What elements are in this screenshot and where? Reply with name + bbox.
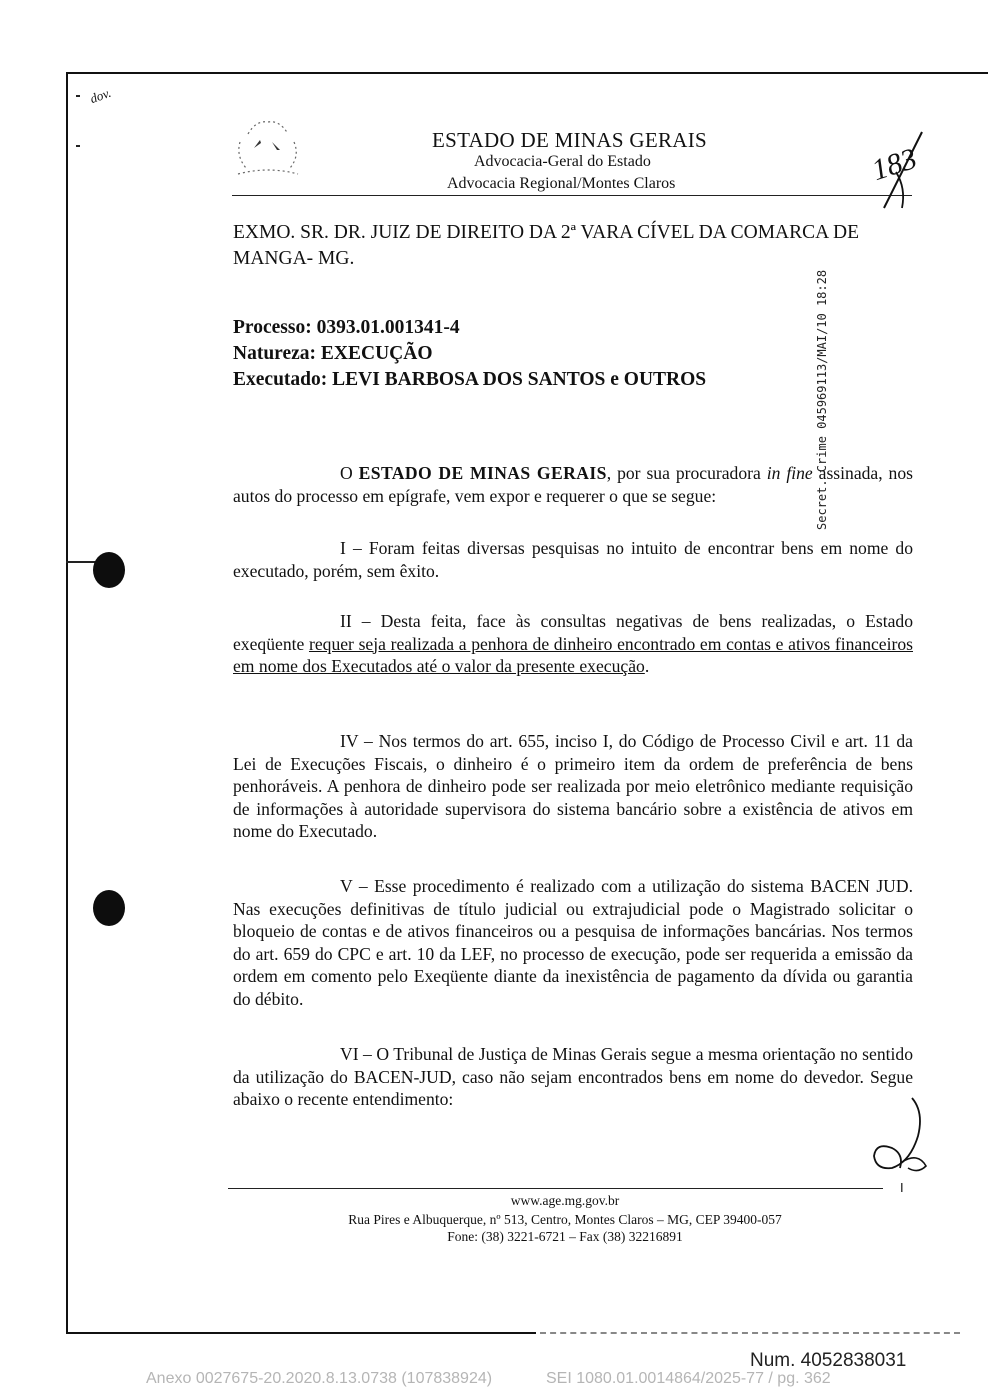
case-natureza: Natureza: EXECUÇÃO <box>233 343 433 364</box>
footer-mark: I <box>900 1180 904 1195</box>
header-divider <box>232 195 912 196</box>
intro-latin-term: in fine <box>766 463 813 483</box>
page-frame-top <box>66 72 988 74</box>
intro-text-a: , por sua procuradora <box>606 463 761 483</box>
intro-state-name: ESTADO DE MINAS GERAIS <box>358 463 607 483</box>
paragraph-ii <box>233 610 913 678</box>
paragraph-vi <box>233 1043 913 1111</box>
paragraph-iv-text: IV – Nos termos do art. 655, inciso I, do Código de Processo Civil e art. 11 da Lei de Execuções Fiscais, o dinheiro é o primeiro item da ordem de preferência de bens penhoráveis. A penhora de dinheiro pode ser realizada por meio eletrônico mediante requisição de informações à autoridade supervisora do sistema bancário sobre a existência de ativos em nome do Executado. <box>233 731 913 841</box>
case-processo: Processo: 0393.01.001341-4 <box>233 317 460 338</box>
paragraph-ii-text-b: . <box>644 656 650 676</box>
document-number: Num. 4052838031 <box>750 1350 907 1371</box>
paragraph-i-text: I – Foram feitas diversas pesquisas no intuito de encontrar bens em nome do executado, porém, sem êxito. <box>233 538 913 581</box>
intro-o: O <box>340 463 353 483</box>
page-frame-left <box>66 72 68 1334</box>
case-executado: Executado: LEVI BARBOSA DOS SANTOS e OUTROS <box>233 369 707 390</box>
paragraph-v-text: V – Esse procedimento é realizado com a utilização do sistema BACEN JUD. Nas execuções definitivas de título judicial ou extrajudicial pode o Magistrado solicitar o bloqueio de contas e de ativos financeiros ou a pesquisa de informações bancárias. Nos termos do art. 659 do CPC e art. 10 da LEF, no processo de execução, pode ser requerida a emissão da ordem em comento pelo Exeqüente diante da inexistência de pagamento da dívida ou garantia do débito. <box>233 876 913 1009</box>
annex-reference: Anexo 0027675-20.2020.8.13.0738 (107838924) <box>146 1370 493 1387</box>
paragraph-vi-text: VI – O Tribunal de Justiça de Minas Gerais segue a mesma orientação no sentido da utilização do BACEN-JUD, caso não sejam encontrados bens em nome do devedor. Segue abaixo o recente entendimento: <box>233 1044 913 1109</box>
margin-tick <box>76 95 80 97</box>
margin-line <box>66 561 96 563</box>
punch-hole <box>93 890 125 926</box>
margin-tick <box>76 145 80 147</box>
case-info <box>233 315 706 393</box>
handwritten-strike-mark <box>862 128 932 212</box>
page-frame-bottom <box>66 1332 536 1334</box>
paragraph-ii-text-a: II – Desta feita, face às consultas negativas de bens realizadas, o Estado exeqüente <box>233 611 913 654</box>
footer-divider <box>228 1188 883 1189</box>
margin-note: dov. <box>87 84 113 107</box>
paragraph-intro <box>233 462 913 507</box>
protocol-stamp: Secret. Crime 045969113/MAI/10 18:28 <box>815 269 829 530</box>
addressee: EXMO. SR. DR. JUIZ DE DIREITO DA 2ª VARA CÍVEL DA COMARCA DE MANGA- MG. <box>233 222 859 269</box>
footer-phone: Fone: (38) 3221-6721 – Fax (38) 32216891 <box>447 1229 683 1244</box>
paragraph-iv <box>233 730 913 843</box>
coat-of-arms-icon <box>228 112 308 186</box>
page-frame-bottom-dashed <box>540 1332 960 1334</box>
handwritten-initials-icon <box>862 1092 952 1182</box>
handwritten-page-number: 183 <box>867 141 921 188</box>
paragraph-v <box>233 875 913 1010</box>
sei-reference: SEI 1080.01.0014864/2025-77 / pg. 362 <box>546 1370 831 1387</box>
footer-website: www.age.mg.gov.br <box>510 1193 620 1208</box>
footer-address: Rua Pires e Albuquerque, nº 513, Centro, Montes Claros – MG, CEP 39400-057 <box>348 1212 782 1227</box>
header-subtitle-regional: Advocacia Regional/Montes Claros <box>447 175 676 192</box>
punch-hole <box>93 552 125 588</box>
paragraph-i <box>233 537 913 582</box>
header-title: ESTADO DE MINAS GERAIS <box>432 128 708 152</box>
intro-text-b: assinada, nos autos do processo em epígrafe, vem expor e requerer o que se segue: <box>233 463 913 506</box>
paragraph-ii-underlined-request: requer seja realizada a penhora de dinheiro encontrado em contas e ativos financeiros em nome dos Executados até o valor da presente execução <box>233 633 913 676</box>
header-subtitle-agency: Advocacia-Geral do Estado <box>474 153 651 170</box>
